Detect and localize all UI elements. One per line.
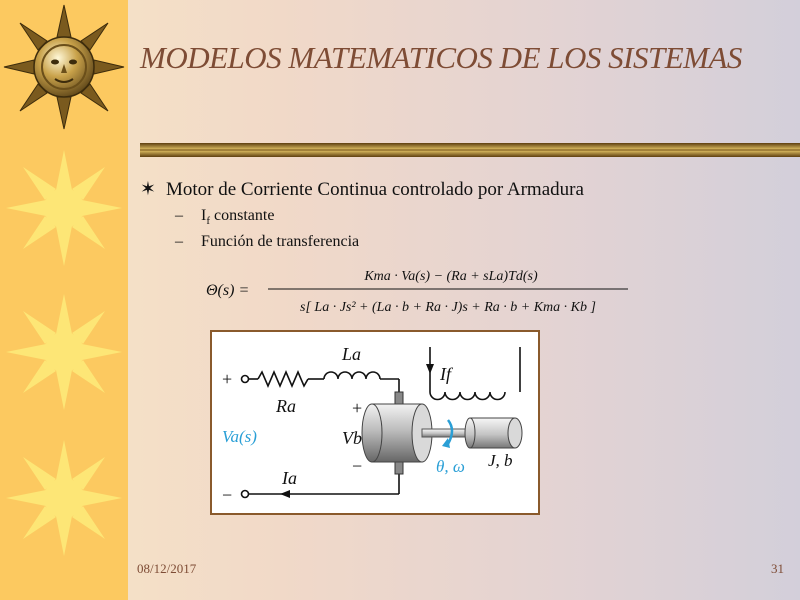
decorative-sidebar [0,0,128,600]
minus-terminal-label: − [222,485,233,505]
footer-date: 08/12/2017 [137,561,197,576]
title-divider [140,141,800,159]
if-label: If [440,364,451,384]
formula-lhs: Θ(s) = [206,282,250,299]
bullet-sub2-text: Función de transferencia [201,233,360,250]
star-bullet-icon: ✶ [140,179,156,200]
bullet-sub1-suffix: constante [210,207,275,224]
la-label: La [342,344,362,364]
bullet-sub1-prefix: I [201,207,207,224]
bullet-sub-2 [175,233,359,251]
jb-label: J, b [488,451,513,470]
ia-label: Ia [282,468,297,488]
transfer-function-formula [204,260,634,322]
bullet-sub1-subscript: f [206,215,210,228]
formula-numerator: Kma · Va(s) − (Ra + sLa)Td(s) [364,269,538,284]
vb-plus-label: + [352,398,363,418]
sun-face-icon [2,2,126,132]
sun-icon [4,438,124,558]
bullet-main-text: Motor de Corriente Continua controlado por Armadura [166,179,584,200]
sun-icon [4,148,124,268]
footer-page-number: 31 [771,561,784,576]
vb-minus-label: − [352,456,363,476]
motor-circuit-diagram [210,330,540,515]
if-arrow-icon [426,364,434,374]
motor-shaft [422,429,470,437]
rotation-arrowhead-icon [442,438,450,448]
theta-omega-label: θ, ω [436,457,465,476]
vb-label: Vb [342,428,362,448]
va-label: Va(s) [222,427,257,446]
bullet-main [140,178,584,201]
bullet-sub-1 [175,207,274,227]
ra-label: Ra [276,396,296,416]
slide-title: MODELOS MATEMATICOS DE LOS SISTEMAS [140,40,742,75]
plus-terminal-label: + [222,369,233,389]
sun-icon [4,292,124,412]
ia-arrow-icon [280,490,290,498]
dash-bullet-icon: – [175,207,183,224]
dash-bullet-icon: – [175,233,183,250]
formula-denominator: s[ La · Js² + (La · b + Ra · J)s + Ra · b + Kma · Kb ] [300,300,596,315]
load-inertia [465,418,522,448]
